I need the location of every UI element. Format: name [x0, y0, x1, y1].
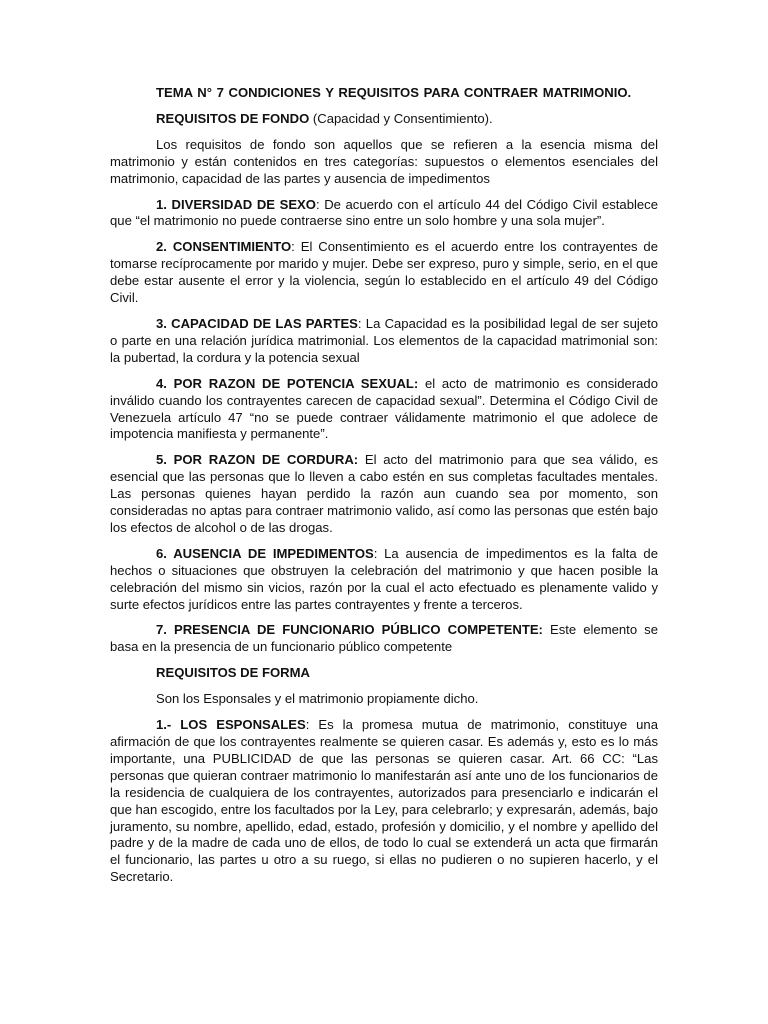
document-title: TEMA N° 7 CONDICIONES Y REQUISITOS PARA CONTRAER MATRIMONIO. — [156, 85, 632, 100]
requirement-label: 2. CONSENTIMIENTO — [156, 239, 292, 255]
requirement-item-6 — [110, 546, 658, 614]
requirement-label: 5. POR RAZON DE CORDURA: — [156, 452, 359, 468]
requirement-text: El acto del matrimonio para que sea válido, es esencial que las personas que lo lleven a cabo estén en sus completas facultades mentales. Las personas quienes hayan perdido la razón aun cuando sea por momento, son consideradas no aptas para contraer matrimonio valido, así como las personas que estén bajo los efectos de alcohol o de las drogas. — [110, 452, 658, 535]
requirement-text: : De acuerdo con el artículo 44 del Código Civil establece que “el matrimonio no puede contraerse sino entre un solo hombre y una sola mujer”. — [110, 196, 658, 229]
requirement-item-1 — [110, 197, 658, 231]
requirement-item-3 — [110, 316, 658, 367]
esponsales-label: 1.- LOS ESPONSALES — [156, 717, 306, 733]
requirement-label: 3. CAPACIDAD DE LAS PARTES — [156, 315, 358, 331]
fondo-heading-paragraph — [110, 111, 658, 128]
fondo-heading-suffix: (Capacidad y Consentimiento). — [309, 110, 493, 126]
requirement-item-7 — [110, 622, 658, 656]
requirement-text: : El Consentimiento es el acuerdo entre los contrayentes de tomarse recíprocamente por marido y mujer. Debe ser expreso, puro y simple, serio, en el que debe estar ausente el error y la violencia, según lo establecido en el artículo 49 del Código Civil. — [110, 239, 658, 306]
requirement-text: el acto de matrimonio es considerado inválido cuando los contrayentes carecen de capacidad sexual”. Determina el Código Civil de Venezuela artículo 47 “no se puede contraer válidamente matrimonio el que adolece de impotencia manifiesta y permanente”. — [110, 375, 658, 442]
requirement-text: : La ausencia de impedimentos es la falta de hechos o situaciones que obstruyen la celebración del matrimonio y que hacen posible la celebración del mismo sin vicios, razón por la cual el acto efectuado es plenamente valido y surte efectos jurídicos entre las partes contrayentes y frente a terceros. — [110, 545, 658, 612]
requirement-label: 7. PRESENCIA DE FUNCIONARIO PÚBLICO COMPETENTE: — [156, 622, 543, 638]
esponsales-paragraph — [110, 717, 658, 886]
requirement-label: 1. DIVERSIDAD DE SEXO — [156, 196, 316, 212]
requirement-label: 4. POR RAZON DE POTENCIA SEXUAL: — [156, 375, 419, 391]
requirement-item-5 — [110, 452, 658, 537]
requirement-text: : La Capacidad es la posibilidad legal de ser sujeto o parte en una relación jurídica matrimonial. Los elementos de la capacidad matrimonial son: la pubertad, la cordura y la potencia sexual — [110, 315, 658, 365]
fondo-intro: Los requisitos de fondo son aquellos que se refieren a la esencia misma del matrimonio y están contenidos en tres categorías: supuestos o elementos esenciales del matrimonio, capacidad de las partes y ausencia de impedimentos — [110, 136, 658, 186]
forma-intro: Son los Esponsales y el matrimonio propiamente dicho. — [156, 691, 479, 707]
fondo-heading: REQUISITOS DE FONDO — [156, 110, 310, 126]
requirement-text: Este elemento se basa en la presencia de un funcionario público competente — [110, 622, 658, 655]
esponsales-text: : Es la promesa mutua de matrimonio, constituye una afirmación de que los contrayentes realmente se quieren casar. Es además y, esto es lo más importante, una PUBLICIDAD de que las personas se quieren casar. Art. 66 CC: “Las personas que quieran contraer matrimonio lo manifestarán así ante uno de los funcionarios de la residencia de cualquiera de los contrayentes, autorizados para presenciarlo e indicarán el que han escogido, entre los facultados por la Ley, para celebrarlo; y expresarán, además, bajo juramento, su nombre, apellido, edad, estado, profesión y domicilio, y el nombre y apellido del padre y de la madre de cada uno de ellos, de todo lo cual se extenderá un acta que firmarán el funcionario, las partes u otro a su ruego, si ellas no pudieren o no supieren hacerlo, y el Secretario. — [110, 717, 659, 885]
requirement-item-2 — [110, 239, 658, 307]
requirement-label: 6. AUSENCIA DE IMPEDIMENTOS — [156, 545, 374, 561]
requirement-item-4 — [110, 376, 658, 444]
document-body — [110, 85, 658, 895]
forma-heading: REQUISITOS DE FORMA — [156, 665, 310, 681]
